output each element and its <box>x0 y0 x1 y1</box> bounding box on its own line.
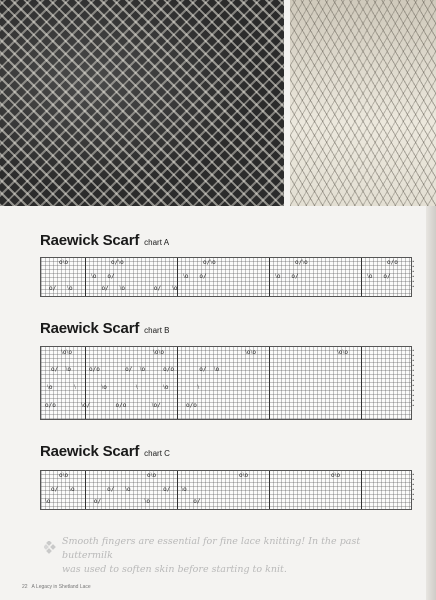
chart-b-grid <box>40 346 415 420</box>
lace-motif-symbols: ⧵o⧵o <box>245 349 257 356</box>
repeat-line <box>269 347 270 419</box>
repeat-line <box>361 258 362 296</box>
repeat-line <box>269 471 270 509</box>
lace-motif-symbols: o∕⧵o <box>295 259 308 266</box>
lace-motif-symbols: ⧵o⧵o <box>337 349 349 356</box>
lace-motif-symbols: o∕ ⧵o o∕ ⧵o o∕ ⧵o <box>49 285 178 292</box>
lace-motif-symbols: ⧵o ⧵ ⧵o ⧵ ⧵o ⧵ <box>47 384 200 391</box>
lace-motif-symbols: o∕⧵o <box>203 259 216 266</box>
chart-c-title: Raewick Scarf <box>40 443 140 460</box>
chart-b-row-numbers: • • • • • • • • • • • • <box>412 348 415 408</box>
lace-motif-symbols: ⧵o o∕ <box>183 273 207 280</box>
chart-c-label: chart C <box>144 449 170 458</box>
lace-photo-right <box>290 0 436 206</box>
chart-c-row-numbers: • • • • • • <box>412 472 415 502</box>
chart-b-heading <box>40 320 169 337</box>
diamond-ornament-icon <box>44 541 58 555</box>
repeat-line <box>361 347 362 419</box>
lace-motif-symbols: ⧵o o∕ ⧵o o∕ <box>45 498 201 505</box>
chart-a-label: chart A <box>144 238 170 247</box>
book-title: A Legacy in Shetland Lace <box>31 584 91 590</box>
chart-a-row-numbers: • • • • • • <box>412 259 415 289</box>
lace-motif-symbols: o∕o <box>387 259 398 266</box>
lace-photo-left <box>0 0 284 206</box>
lace-motif-symbols: ⧵o⧵o <box>61 349 73 356</box>
lace-motif-symbols: o∕⧵o <box>111 259 124 266</box>
lace-motif-symbols: ⧵o o∕ <box>275 273 299 280</box>
page-spine-shadow <box>426 206 436 600</box>
lace-motif-symbols: o⧵o <box>239 472 249 479</box>
lace-motif-symbols: o∕o ⧵o∕ o∕o ⧵o∕ o∕o <box>45 402 197 409</box>
lace-motif-symbols: ⧵o o∕ <box>367 273 391 280</box>
lace-motif-symbols: o⧵o <box>147 472 157 479</box>
chart-c-heading <box>40 443 170 460</box>
lace-motif-symbols: o⧵o <box>59 259 69 266</box>
chart-a-title: Raewick Scarf <box>40 232 140 249</box>
page-caption <box>62 535 407 577</box>
chart-a-grid <box>40 257 415 297</box>
chart-c-grid <box>40 470 415 510</box>
lace-motif-symbols: o⧵o <box>331 472 341 479</box>
caption-line-1: Smooth fingers are essential for fine lace knitting! In the past buttermilk <box>62 536 361 561</box>
caption-line-2: was used to soften skin before starting to knit. <box>62 564 287 575</box>
repeat-line <box>269 258 270 296</box>
lace-motif-symbols: o∕ ⧵o o∕ ⧵o o∕ ⧵o <box>51 486 187 493</box>
chart-b-label: chart B <box>144 326 170 335</box>
lace-motif-symbols: o⧵o <box>59 472 69 479</box>
page-footer <box>22 584 91 590</box>
lace-motif-symbols: ⧵o o∕ <box>91 273 115 280</box>
chart-a-heading <box>40 232 169 249</box>
lace-motif-symbols: o∕ ⧵o o∕o o∕ ⧵o o∕o o∕ ⧵o <box>51 366 220 373</box>
page-number: 22 <box>22 584 28 590</box>
repeat-line <box>361 471 362 509</box>
lace-motif-symbols: ⧵o⧵o <box>153 349 165 356</box>
chart-b-title: Raewick Scarf <box>40 320 140 337</box>
